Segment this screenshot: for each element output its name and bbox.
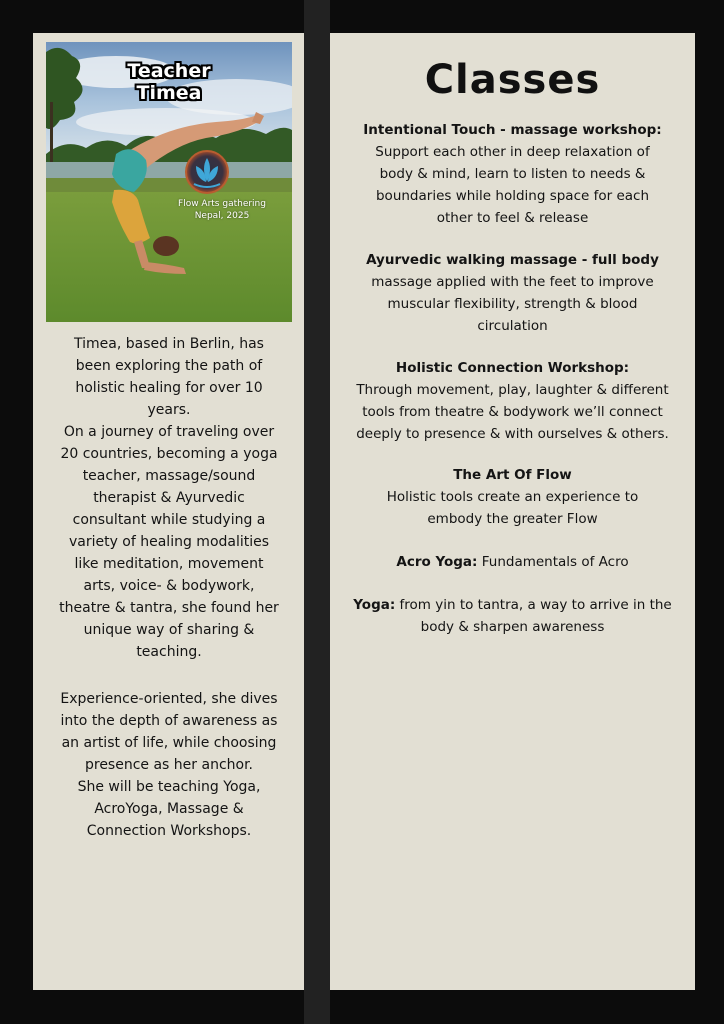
photo-caption-line: Flow Arts gathering bbox=[178, 199, 266, 209]
center-gutter bbox=[304, 0, 330, 1024]
class-description-line: Through movement, play, laughter & different bbox=[356, 382, 669, 398]
bio-line: theatre & tantra, she found her bbox=[59, 600, 279, 616]
class-description: Fundamentals of Acro bbox=[477, 554, 629, 570]
teacher-photo bbox=[46, 42, 292, 322]
bio-line: AcroYoga, Massage & bbox=[94, 801, 244, 817]
bio-line: consultant while studying a bbox=[72, 512, 266, 528]
class-label: Acro Yoga: bbox=[396, 554, 478, 570]
photo-title bbox=[46, 60, 292, 104]
bio-line: been exploring the path of bbox=[75, 358, 263, 374]
class-line bbox=[334, 594, 691, 616]
class-description-line: other to feel & release bbox=[436, 210, 589, 226]
bio-line: years. bbox=[147, 402, 191, 418]
classes-panel bbox=[330, 33, 695, 990]
class-description-line: Support each other in deep relaxation of bbox=[375, 144, 650, 160]
classes-heading: Classes bbox=[424, 57, 601, 103]
class-description-line: deeply to presence & with ourselves & others. bbox=[356, 426, 669, 442]
class-description-line: massage applied with the feet to improve bbox=[371, 274, 654, 290]
reeds bbox=[46, 178, 292, 194]
teacher-panel bbox=[33, 33, 304, 990]
bio-line: therapist & Ayurvedic bbox=[93, 490, 245, 506]
bio-line: into the depth of awareness as bbox=[60, 713, 278, 729]
bio-paragraph bbox=[47, 333, 291, 663]
bio-line: holistic healing for over 10 bbox=[75, 380, 263, 396]
bio-line: Connection Workshops. bbox=[86, 823, 252, 839]
bio-line: Experience-oriented, she dives bbox=[60, 691, 278, 707]
class-line bbox=[334, 551, 691, 573]
class-description-line: Holistic tools create an experience to bbox=[386, 489, 639, 505]
photo-title-line: Teacher bbox=[127, 60, 211, 82]
yogi-head bbox=[153, 236, 179, 256]
tree-trunk bbox=[50, 102, 53, 162]
class-intentional-touch bbox=[334, 119, 691, 229]
class-title: Holistic Connection Workshop: bbox=[395, 360, 630, 376]
photo-title-line: Timea bbox=[136, 82, 202, 104]
class-acro-yoga bbox=[334, 551, 691, 573]
class-description-line: embody the greater Flow bbox=[427, 511, 598, 527]
bio-line: On a journey of traveling over bbox=[63, 424, 275, 440]
class-description-line: body & sharpen awareness bbox=[420, 619, 605, 635]
class-title: Ayurvedic walking massage - full body bbox=[366, 252, 659, 268]
bio-line: an artist of life, while choosing bbox=[61, 735, 277, 751]
class-ayurvedic-walking-massage bbox=[334, 249, 691, 337]
photo-caption bbox=[162, 198, 282, 222]
class-description-line: circulation bbox=[477, 318, 548, 334]
class-description: from yin to tantra, a way to arrive in the bbox=[395, 597, 672, 613]
bio-paragraph bbox=[47, 688, 291, 842]
bio-line: arts, voice- & bodywork, bbox=[83, 578, 255, 594]
bio-line: Timea, based in Berlin, has bbox=[74, 336, 264, 352]
class-holistic-connection bbox=[334, 357, 691, 445]
bio-line: unique way of sharing & bbox=[83, 622, 255, 638]
class-description-line: body & mind, learn to listen to needs & bbox=[379, 166, 646, 182]
class-description-line: muscular flexibility, strength & blood bbox=[387, 296, 638, 312]
class-art-of-flow bbox=[334, 464, 691, 530]
lake bbox=[46, 162, 292, 180]
photo-caption-line: Nepal, 2025 bbox=[194, 211, 250, 221]
class-title: The Art Of Flow bbox=[453, 467, 572, 483]
bio-line: teaching. bbox=[136, 644, 202, 660]
bio-line: presence as her anchor. bbox=[84, 757, 253, 773]
bio-line: like meditation, movement bbox=[74, 556, 264, 572]
bio-line: 20 countries, becoming a yoga bbox=[60, 446, 278, 462]
bio-line: variety of healing modalities bbox=[68, 534, 270, 550]
class-title: Intentional Touch - massage workshop: bbox=[363, 122, 662, 138]
class-label: Yoga: bbox=[353, 597, 396, 613]
bio-line: teacher, massage/sound bbox=[82, 468, 256, 484]
bio-line: She will be teaching Yoga, bbox=[77, 779, 261, 795]
class-description-line: tools from theatre & bodywork we’ll connect bbox=[362, 404, 663, 420]
class-description-line: boundaries while holding space for each bbox=[375, 188, 650, 204]
class-yoga bbox=[334, 594, 691, 638]
